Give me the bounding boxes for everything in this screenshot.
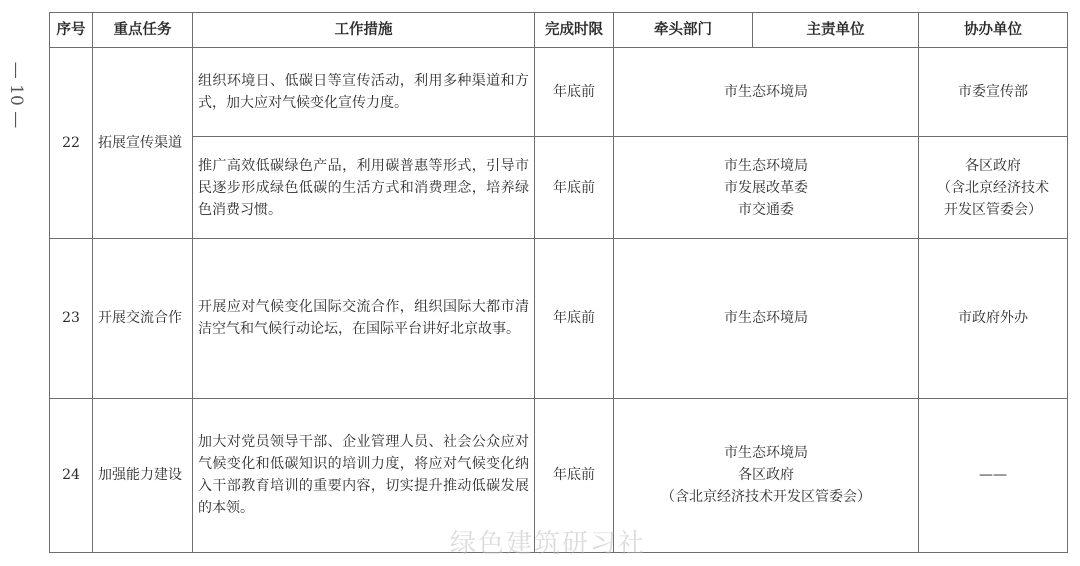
table-row <box>50 137 1068 239</box>
task-name: 拓展宣传渠道 <box>93 48 193 239</box>
deadline: 年底前 <box>535 239 614 398</box>
responsible-units <box>614 137 919 239</box>
responsible-units <box>614 48 919 137</box>
page-number: — 10 — <box>6 61 27 129</box>
header-no: 序号 <box>50 13 93 48</box>
header-task: 重点任务 <box>93 13 193 48</box>
assist-units <box>919 239 1068 398</box>
responsible-unit: 各区政府 <box>738 467 794 484</box>
header-deadline: 完成时限 <box>535 13 614 48</box>
header-measure: 工作措施 <box>193 13 535 48</box>
table-row <box>50 48 1068 137</box>
header-assist: 协办单位 <box>919 13 1068 48</box>
assist-units <box>919 48 1068 137</box>
assist-units <box>919 398 1068 552</box>
responsible-unit: 市生态环境局 <box>724 157 808 174</box>
responsible-units <box>614 398 919 552</box>
header-row <box>50 13 1068 48</box>
row-number: 22 <box>50 48 93 239</box>
watermark: 绿色建筑研习社 <box>450 529 647 559</box>
measure-text: 开展应对气候变化国际交流合作，组织国际大都市清洁空气和气候行动论坛，在国际平台讲好北京故事。 <box>193 239 535 398</box>
measure-text: 推广高效低碳绿色产品，利用碳普惠等形式，引导市民逐步形成绿色低碳的生活方式和消费理念，培养绿色消费习惯。 <box>193 137 535 239</box>
assist-unit: 市政府外办 <box>958 310 1028 327</box>
table-row <box>50 239 1068 398</box>
task-name: 开展交流合作 <box>93 239 193 398</box>
responsible-unit: 市生态环境局 <box>724 84 808 101</box>
deadline: 年底前 <box>535 137 614 239</box>
row-number: 24 <box>50 398 93 552</box>
row-number: 23 <box>50 239 93 398</box>
assist-unit: 各区政府 <box>965 157 1021 174</box>
assist-unit: —— <box>979 467 1007 484</box>
measure-text: 组织环境日、低碳日等宣传活动，利用多种渠道和方式，加大应对气候变化宣传力度。 <box>193 48 535 137</box>
task-name: 加强能力建设 <box>93 398 193 552</box>
deadline: 年底前 <box>535 398 614 552</box>
header-main: 主责单位 <box>753 13 919 48</box>
responsible-units <box>614 239 919 398</box>
assist-units <box>919 137 1068 239</box>
responsible-unit: 市生态环境局 <box>724 310 808 327</box>
assist-unit: 开发区管委会） <box>944 201 1042 218</box>
task-table <box>49 12 1068 553</box>
responsible-unit: （含北京经济技术开发区管委会） <box>661 489 871 506</box>
responsible-unit: 市交通委 <box>738 201 794 218</box>
responsible-unit: 市生态环境局 <box>724 445 808 462</box>
assist-unit: （含北京经济技术 <box>937 179 1049 196</box>
responsible-unit: 市发展改革委 <box>724 179 808 196</box>
header-lead: 牵头部门 <box>614 13 753 48</box>
measure-text: 加大对党员领导干部、企业管理人员、社会公众应对气候变化和低碳知识的培训力度，将应对气候变化纳入干部教育培训的重要内容，切实提升推动低碳发展的本领。 <box>193 398 535 552</box>
assist-unit: 市委宣传部 <box>958 84 1028 101</box>
deadline: 年底前 <box>535 48 614 137</box>
